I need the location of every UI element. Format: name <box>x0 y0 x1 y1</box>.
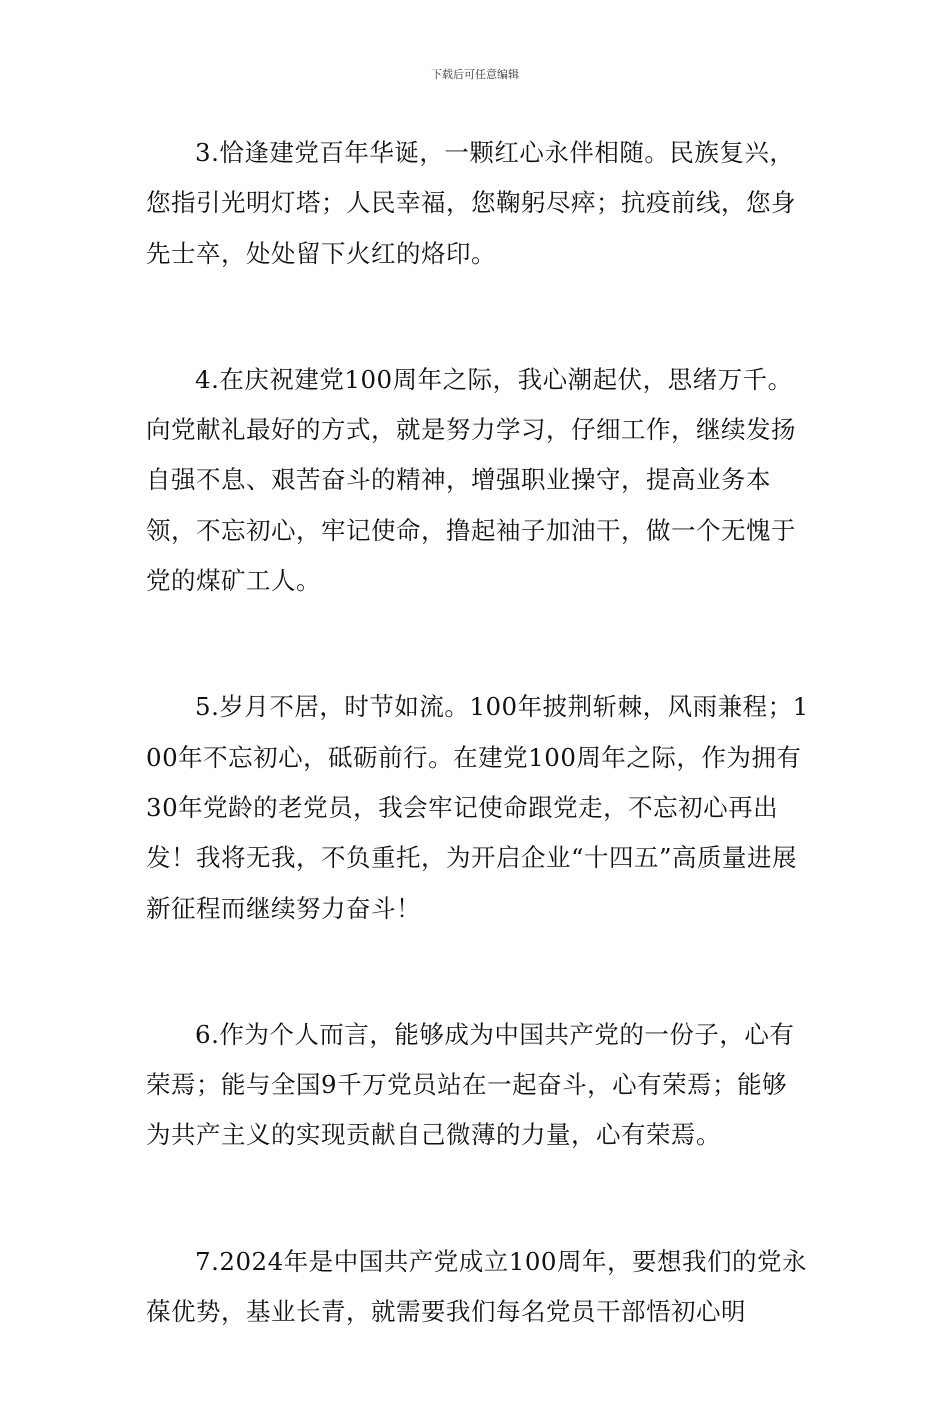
paragraph-3: 3.恰逢建党百年华诞，一颗红心永伴相随。民族复兴，您指引光明灯塔；人民幸福，您鞠躬尽瘁；抗疫前线，您身先士卒，处处留下火红的烙印。 <box>146 138 796 268</box>
paragraph-6: 6.作为个人而言，能够成为中国共产党的一份子，心有荣焉；能与全国9千万党员站在一起奋斗，心有荣焉；能够为共产主义的实现贡献自己微薄的力量，心有荣焉。 <box>146 1019 795 1150</box>
paragraph-7: 7.2024年是中国共产党成立100周年，要想我们的党永葆优势，基业长青，就需要我们每名党员干部悟初心明 <box>146 1246 807 1327</box>
document-body <box>146 128 810 1413</box>
paragraph-5: 5.岁月不居，时节如流。100年披荆斩棘，风雨兼程；100年不忘初心，砥砺前行。在建党100周年之际，作为拥有30年党龄的老党员，我会牢记使命跟党走，不忘初心再出发！我将无我，不负重托，为开启企业“十四五”高质量进展新征程而继续努力奋斗！ <box>146 692 809 923</box>
paragraph-4: 4.在庆祝建党100周年之际，我心潮起伏，思绪万千。向党献礼最好的方式，就是努力学习，仔细工作，继续发扬自强不息、艰苦奋斗的精神，增强职业操守，提高业务本领，不忘初心，牢记使命，撸起袖子加油干，做一个无愧于党的煤矿工人。 <box>146 364 796 596</box>
page-header: 下载后可任意编辑 <box>431 68 519 81</box>
